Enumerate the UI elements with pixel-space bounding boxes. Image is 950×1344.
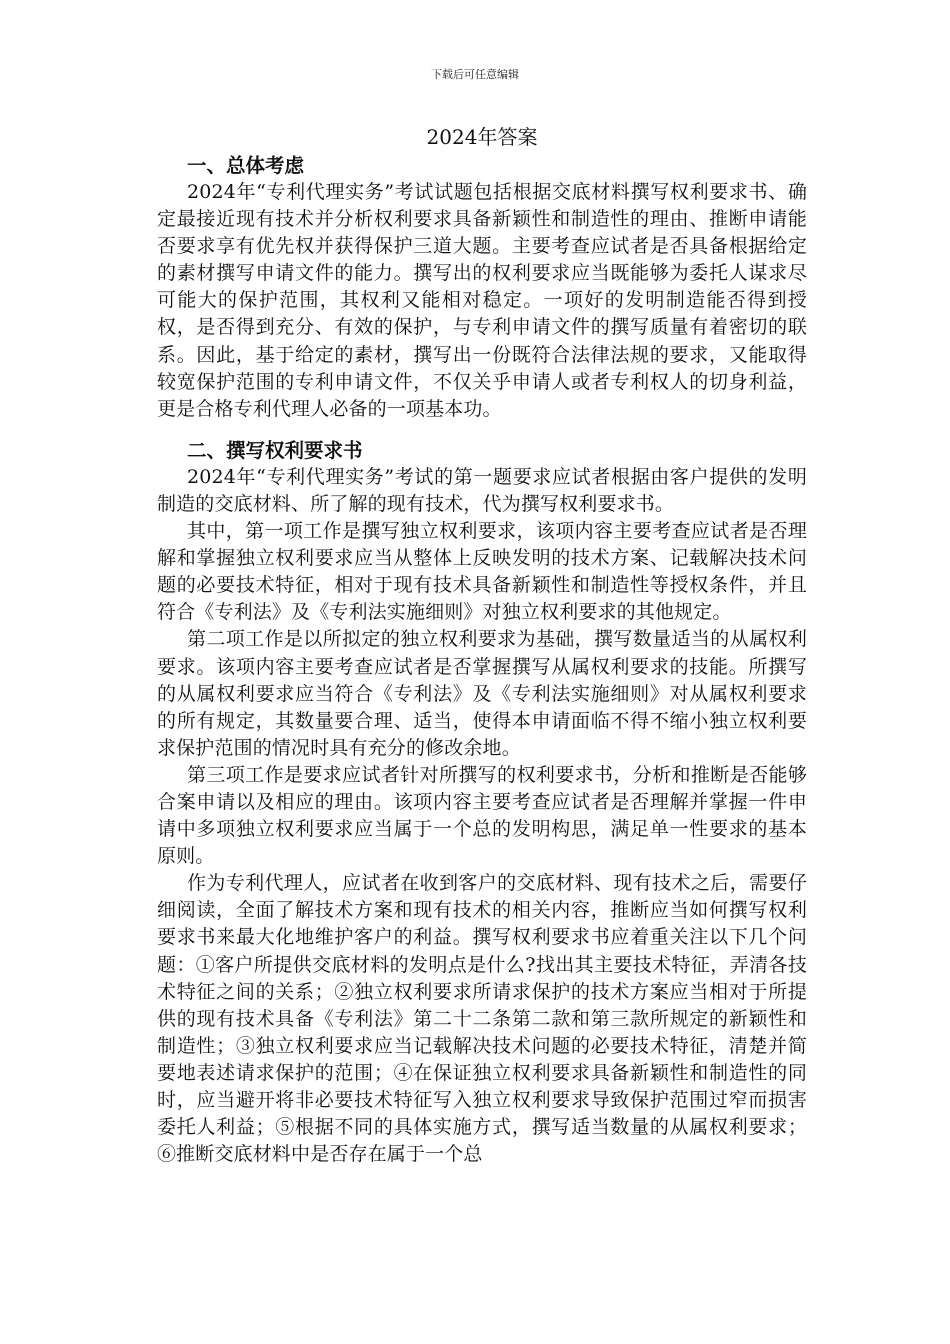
document-body: [157, 122, 807, 1168]
section-heading-overall: 一、总体考虑: [187, 154, 305, 177]
paragraph: 2024年“专利代理实务”考试试题包括根据交底材料撰写权利要求书、确定最接近现有技术并分析权利要求具备新颖性和制造性的理由、推断申请能否要求享有优先权并获得保护三道大题。主要考查应试者是否具备根据给定的素材撰写申请文件的能力。撰写出的权利要求应当既能够为委托人谋求尽可能大的保护范围，其权利又能相对稳定。一项好的发明制造能否得到授权，是否得到充分、有效的保护，与专利申请文件的撰写质量有着密切的联系。因此，基于给定的素材，撰写出一份既符合法律法规的要求，又能取得较宽保护范围的专利申请文件，不仅关乎申请人或者专利权人的切身利益，更是合格专利代理人必备的一项基本功。: [157, 181, 807, 420]
document-title: 2024年答案: [426, 125, 538, 149]
paragraph: 其中，第一项工作是撰写独立权利要求，该项内容主要考查应试者是否理解和掌握独立权利要求应当从整体上反映发明的技术方案、记载解决技术问题的必要技术特征，相对于现有技术具备新颖性和制造性等授权条件，并且符合《专利法》及《专利法实施细则》对独立权利要求的其他规定。: [157, 520, 807, 624]
section-heading-claims: 二、撰写权利要求书: [187, 438, 363, 462]
header-note: 下载后可任意编辑: [431, 68, 519, 81]
paragraph: 作为专利代理人，应试者在收到客户的交底材料、现有技术之后，需要仔细阅读，全面了解技术方案和现有技术的相关内容，推断应当如何撰写权利要求书来最大化地维护客户的利益。撰写权利要求书应着重关注以下几个问题：①客户所提供交底材料的发明点是什么?找出其主要技术特征，弄清各技术特征之间的关系；②独立权利要求所请求保护的技术方案应当相对于所提供的现有技术具备《专利法》第二十二条第二款和第三款所规定的新颖性和制造性；③独立权利要求应当记载解决技术问题的必要技术特征，清楚并简要地表述请求保护的范围；④在保证独立权利要求具备新颖性和制造性的同时，应当避开将非必要技术特征写入独立权利要求导致保护范围过窄而损害委托人利益；⑤根据不同的具体实施方式，撰写适当数量的从属权利要求；⑥推断交底材料中是否存在属于一个总: [157, 872, 807, 1166]
paragraph: 2024年“专利代理实务”考试的第一题要求应试者根据由客户提供的发明制造的交底材料、所了解的现有技术，代为撰写权利要求书。: [157, 465, 807, 515]
paragraph: 第二项工作是以所拟定的独立权利要求为基础，撰写数量适当的从属权利要求。该项内容主要考查应试者是否掌握撰写从属权利要求的技能。所撰写的从属权利要求应当符合《专利法》及《专利法实施细则》对从属权利要求的所有规定，其数量要合理、适当，使得本申请面临不得不缩小独立权利要求保护范围的情况时具有充分的修改余地。: [157, 628, 807, 759]
paragraph: 第三项工作是要求应试者针对所撰写的权利要求书，分析和推断是否能够合案申请以及相应的理由。该项内容主要考查应试者是否理解并掌握一件申请中多项独立权利要求应当属于一个总的发明构思，满足单一性要求的基本原则。: [157, 763, 807, 868]
